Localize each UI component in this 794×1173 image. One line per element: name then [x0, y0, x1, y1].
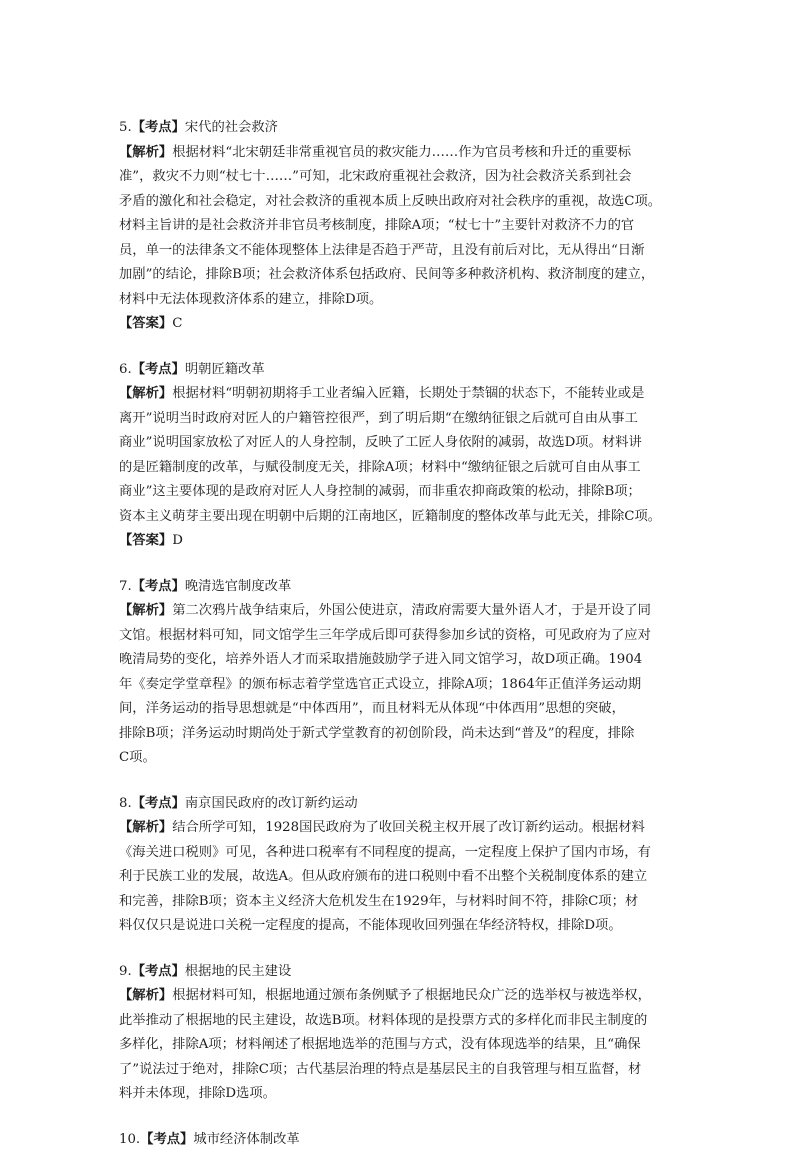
answer-tag: 【答案】	[119, 533, 173, 548]
analysis-line: 此举推动了根据地的民主建设，故选B项。材料体现的是投票方式的多样化而非民主制度的	[119, 1012, 648, 1028]
analysis-line: 和完善，排除B项；资本主义经济大危机发生在1929年，与材料时间不符，排除C项；材	[119, 893, 639, 909]
question-heading	[119, 575, 679, 600]
question-5	[119, 116, 679, 337]
analysis-line: 多样化，排除A项；材料阐述了根据地选举的范围与方式，没有体现选举的结果，且“确保	[119, 1037, 641, 1052]
question-heading	[119, 1128, 679, 1153]
question-number: 10.	[119, 1131, 141, 1147]
analysis-line	[119, 816, 679, 841]
question-number: 9.	[119, 963, 132, 979]
question-number: 8.	[119, 795, 132, 811]
kaodian-text: 宋代的社会救济	[184, 120, 278, 135]
kaodian-text: 南京国民政府的改订新约运动	[184, 795, 358, 811]
analysis-line: 料并未体现，排除D选项。	[119, 1086, 276, 1101]
question-8	[119, 792, 679, 939]
answer-value: C	[172, 316, 183, 331]
jiexi-tag: 【解析】	[119, 144, 173, 160]
kaodian-tag: 【考点】	[131, 120, 185, 135]
analysis-text: 根据材料可知，根据地通过颁布条例赋予了根据地民众广泛的选举权与被选举权，	[172, 988, 651, 1003]
question-7	[119, 575, 679, 771]
analysis-line: 商业”说明国家放松了对匠人的人身控制，反映了工匠人身依附的减弱，故选D项。材料讲	[119, 435, 642, 450]
analysis-line: 准”，救灾不力则“杖七十……”可知，北宋政府重视社会救济，因为社会救济关系到社会	[119, 169, 632, 184]
analysis-line: 晚清局势的变化，培养外语人才而采取措施鼓励学子进入同文馆学习，故D项正确。1904	[119, 652, 643, 667]
question-6	[119, 358, 679, 554]
question-number: 7.	[119, 578, 132, 594]
kaodian-tag: 【考点】	[131, 963, 185, 979]
analysis-text: 第二次鸦片战争结束后，外国公使进京，清政府需要大量外语人才，于是开设了同	[172, 603, 651, 618]
analysis-line: 文馆。根据材料可知，同文馆学生三年学成后即可获得参加乡试的资格，可见政府为了应对	[119, 627, 651, 643]
analysis-line: 材料中无法体现救济体系的建立，排除D项。	[119, 291, 383, 307]
question-10	[119, 1128, 679, 1153]
kaodian-text: 晚清选官制度改革	[184, 578, 292, 594]
analysis-line: 间，洋务运动的指导思想就是“中体西用”，而且材料无从体现“中体西用”思想的突破，	[119, 701, 625, 716]
analysis-line: 料仅仅只是说进口关税一定程度的提高，不能体现收回列强在华经济特权，排除D项。	[119, 918, 622, 933]
answer-tag: 【答案】	[119, 316, 173, 331]
question-heading	[119, 792, 679, 817]
jiexi-tag: 【解析】	[119, 603, 173, 618]
question-heading	[119, 116, 679, 141]
analysis-line: 矛盾的激化和社会稳定，对社会救济的重视本质上反映出政府对社会秩序的重视，故选C项。	[119, 193, 662, 209]
question-number: 5.	[119, 120, 132, 135]
kaodian-text: 明朝匠籍改革	[184, 361, 265, 377]
answer-value: D	[172, 533, 183, 548]
kaodian-tag: 【考点】	[131, 578, 185, 594]
analysis-line: 材料主旨讲的是社会救济并非官员考核制度，排除A项；“杖七十”主要针对救济不力的官	[119, 218, 635, 233]
kaodian-text: 城市经济体制改革	[193, 1131, 300, 1147]
analysis-line	[119, 599, 679, 624]
analysis-text: 结合所学可知，1928国民政府为了收回关税主权开展了改订新约运动。根据材料	[172, 820, 645, 835]
answer-line	[119, 529, 679, 554]
question-heading	[119, 960, 679, 985]
jiexi-tag: 【解析】	[119, 988, 173, 1003]
kaodian-tag: 【考点】	[131, 361, 185, 377]
kaodian-tag: 【考点】	[131, 795, 185, 811]
analysis-text: 根据材料“北宋朝廷非常重视官员的救灾能力……作为官员考核和升迁的重要标	[172, 144, 632, 160]
question-heading	[119, 358, 679, 383]
analysis-line: 排除B项；洋务运动时期尚处于新式学堂教育的初创阶段，尚未达到“普及”的程度，排除	[119, 725, 635, 741]
analysis-line	[119, 141, 679, 166]
analysis-line: 商业”这主要体现的是政府对匠人人身控制的减弱，而非重农抑商政策的松动，排除B项；	[119, 484, 641, 499]
analysis-line: C项。	[119, 750, 156, 765]
jiexi-tag: 【解析】	[119, 386, 173, 401]
analysis-text: 根据材料“明朝初期将手工业者编入匠籍，长期处于禁锢的状态下，不能转业或是	[172, 386, 645, 401]
answer-document	[119, 116, 679, 1173]
analysis-line: 了”说法过于绝对，排除C项；古代基层治理的特点是基层民主的自我管理与相互监督，材	[119, 1061, 642, 1077]
analysis-line: 利于民族工业的发展，故选A。但从政府颁布的进口税则中看不出整个关税制度体系的建立	[119, 869, 648, 884]
analysis-line: 资本主义萌芽主要出现在明朝中后期的江南地区，匠籍制度的整体改革与此无关，排除C项。	[119, 508, 662, 524]
question-9	[119, 960, 679, 1107]
kaodian-tag: 【考点】	[140, 1131, 194, 1147]
analysis-line: 离开”说明当时政府对匠人的户籍管控很严，到了明后期“在缴纳征银之后就可自由从事工	[119, 410, 638, 426]
analysis-line: 《海关进口税则》可见，各种进口税率有不同程度的提高，一定程度上保护了国内市场，有	[119, 844, 651, 860]
jiexi-tag: 【解析】	[119, 820, 173, 835]
analysis-line: 的是匠籍制度的改革，与赋役制度无关，排除A项；材料中“缴纳征银之后就可自由从事工	[119, 459, 641, 475]
analysis-line	[119, 382, 679, 407]
analysis-line	[119, 984, 679, 1009]
answer-line	[119, 312, 679, 337]
question-number: 6.	[119, 361, 132, 377]
analysis-line: 员，单一的法律条文不能体现整体上法律是否趋于严苛，且没有前后对比，无从得出“日渐	[119, 242, 645, 258]
kaodian-text: 根据地的民主建设	[184, 963, 292, 979]
analysis-line: 加剧”的结论，排除B项；社会救济体系包括政府、民间等多种救济机构、救济制度的建立，	[119, 267, 655, 282]
analysis-line: 年《奏定学堂章程》的颁布标志着学堂选官正式设立，排除A项；1864年正值洋务运动期	[119, 676, 642, 692]
